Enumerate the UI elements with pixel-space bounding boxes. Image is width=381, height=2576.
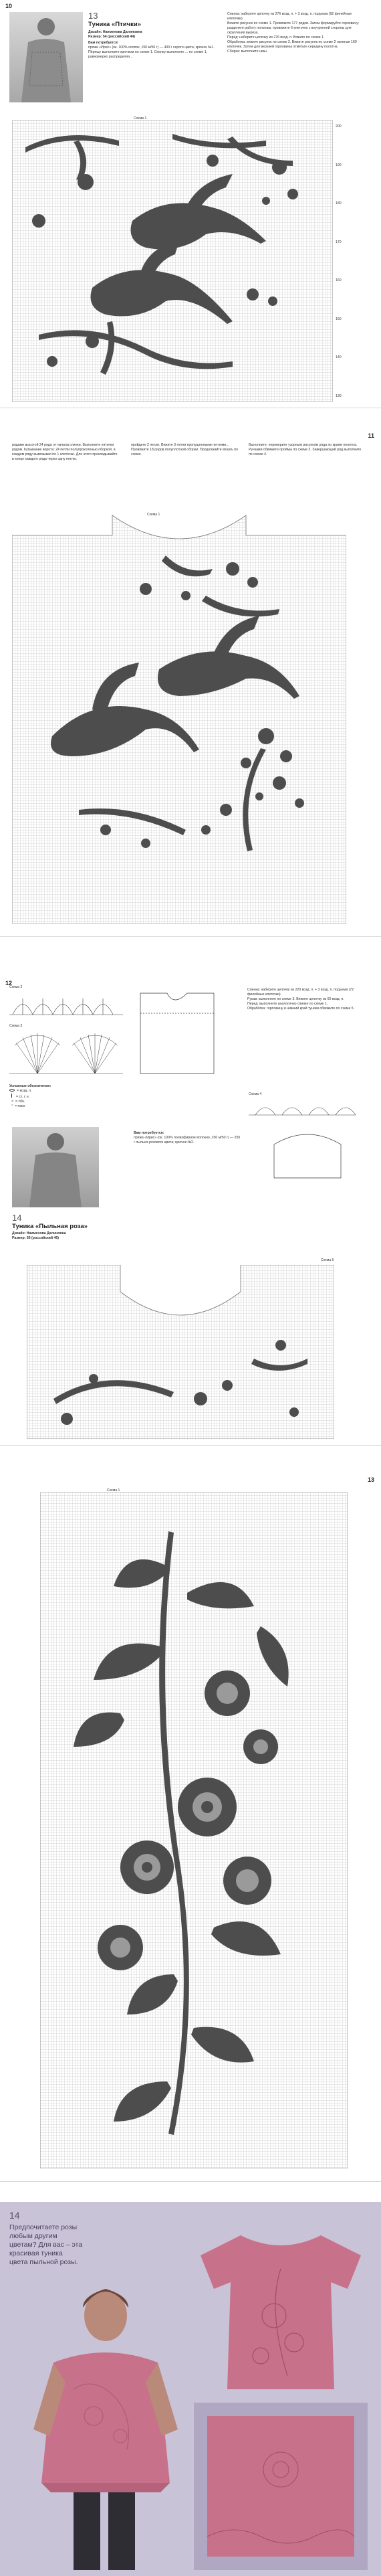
magazine-page-12 <box>0 977 381 1446</box>
pattern-number: 13 <box>88 11 98 21</box>
legend <box>9 1084 110 1109</box>
row-number: 180 <box>336 201 342 206</box>
materials-heading: Вам потребуется: <box>134 1131 164 1135</box>
pattern-number: 14 <box>12 1213 22 1223</box>
scheme-label: Схема 1 <box>134 116 147 120</box>
row-number: 170 <box>336 240 342 244</box>
row-numbers <box>336 124 349 399</box>
designer: Дизайн: Наименова Далиновна <box>88 30 142 34</box>
instructions-para: Обработка: вяжите рисунок по схеме 2. Вяжите рисунок по схеме 2 начиная 169 клеточек. Затем для верхней горловины отметьте середину полотна. <box>227 40 357 49</box>
stitch-diagram-fan <box>9 1029 123 1080</box>
stitch-diagram-edging <box>9 991 123 1021</box>
row-number: 190 <box>336 163 342 167</box>
garment-schematic <box>134 986 221 1084</box>
page-number: 11 <box>368 432 374 439</box>
scheme-label: Схема 1 <box>107 1488 120 1492</box>
model-photo-large <box>27 2269 180 2570</box>
pattern-number: 14 <box>9 2210 20 2221</box>
scheme-label: Схема 3 <box>9 1024 23 1028</box>
scheme-label: Схема 5 <box>321 1258 334 1262</box>
row-number: 160 <box>336 278 342 283</box>
designer: Дизайн: Наименова Далиновна <box>12 1231 66 1235</box>
legend-heading: Условные обозначения: <box>9 1084 51 1088</box>
page-number: 12 <box>5 980 13 986</box>
magazine-page-13 <box>0 1472 381 2182</box>
instructions-para: Спинка: наберите цепочку из 276 возд. п. + 3 возд. п. подъема (92 филейные клеточки). <box>227 12 352 21</box>
filet-chart-birds <box>12 120 333 402</box>
model-photo <box>9 12 83 102</box>
tunic-flatlay-photo <box>194 2229 368 2396</box>
instructions-para: Перед: наберите цепочку из 276 возд. п. Вяжите по схеме 1. <box>227 35 325 39</box>
filet-chart-roses <box>40 1492 348 2168</box>
tunic-detail-photo <box>194 2403 368 2570</box>
page-number: 10 <box>5 3 13 9</box>
legend-item: ° = пико <box>11 1104 25 1108</box>
row-number: 130 <box>336 394 342 398</box>
pattern-title: Туника «Птички» <box>88 21 141 28</box>
model-photo-small <box>12 1127 99 1207</box>
scheme-label: Схема 1 <box>147 513 160 517</box>
filet-chart-roses-top <box>27 1265 334 1439</box>
row-number: 140 <box>336 355 342 360</box>
row-number: 200 <box>336 124 342 128</box>
magazine-page-10 <box>0 0 381 408</box>
filet-chart-birds-front <box>12 495 346 924</box>
size-label: Размер: 56 (российский 46) <box>12 1236 59 1240</box>
stitch-diagram-small <box>249 1098 356 1121</box>
row-number: 150 <box>336 317 342 321</box>
instructions-para: Сборка: выполните швы. <box>227 50 268 54</box>
text-column-right: Выполните: переворите узорным рисунком ряда по краям полотна. Ручками обвяжите проймы по схеме 3. Завершающий ряд выполните по схеме 4. <box>249 443 362 456</box>
materials-heading: Вам потребуется: <box>88 41 119 45</box>
size-label: Размер: 54 (российский 44) <box>88 35 136 39</box>
photo-caption: Предпочитаете розы любым другим цветам? Для вас – эта красивая туника цвета пыльной розы. <box>9 2223 83 2266</box>
pattern-title: Туника «Пыльная роза» <box>12 1223 88 1230</box>
photo-spread <box>0 2202 381 2576</box>
instructions-para: Рукав: выполните по схеме 3. Вяжите цепочку из 60 возд. п. <box>247 997 344 1001</box>
materials-text: пряжа «Ирис» (ок. 100% полиэфирное волокно, 250 м/50 г) — 250 г пыльно-розового цвета; крючок №2. <box>134 1136 241 1144</box>
magazine-page-11 <box>0 428 381 937</box>
instructions-para: Обработка: горловину и нижний край туники обвяжите по схеме 5. <box>247 1007 355 1011</box>
materials-text: пряжа «Ирис» (ок. 100% хлопок, 150 м/50 г) — 400 г серого цвета; крючок №1. <box>88 46 215 50</box>
instructions-para: Спинка: наберите цепочку из 220 возд. п. + 3 возд. п. подъема (72 филейные клеточки). <box>247 988 354 997</box>
legend-item: = возд. п. <box>9 1089 110 1094</box>
scheme-label: Схема 4 <box>249 1092 262 1096</box>
legend-item: × = сбн. <box>11 1100 25 1104</box>
text-column-left: рядами высотой 24 ряда от начала спинки. Выполните пятачки рядом. Купывание ворота: 24 петли полупроколенью оборкой, в каждом ряду вывязывая по 1 клеточке. Для этого прокладывайте в конце каждого ряда через одну петлю. <box>12 443 118 461</box>
page-number: 13 <box>367 1476 374 1483</box>
legend-item: = ст. с н. <box>9 1094 110 1100</box>
instructions-column <box>227 12 368 54</box>
instructions-column <box>247 988 368 1011</box>
scheme-label: Схема 2 <box>9 985 23 989</box>
instructions-para: Перед: выполните аналогично спинке по схеме 1. <box>247 1002 328 1006</box>
sleeve-schematic <box>267 1124 348 1188</box>
pattern-text: Пёрешу выполните крючком по схеме 1. Спинку выполните ... по схеме 1, равномерно распределяя... <box>88 50 208 59</box>
instructions-para: Вяжите рисунок по схеме 1. Провяжите 177 рядов. Затем формируйте горловину: разделите работу пополам, провяжите 6 клеточек с внутренней стороны для скругления выреза. <box>227 21 360 35</box>
text-column-mid: пройдите 2 петли. Вяжите 3 петли пропущенными петлями... Провяжите 18 рядов полуплотной оборки. Продолжайте вязать по схеме. <box>131 443 238 456</box>
